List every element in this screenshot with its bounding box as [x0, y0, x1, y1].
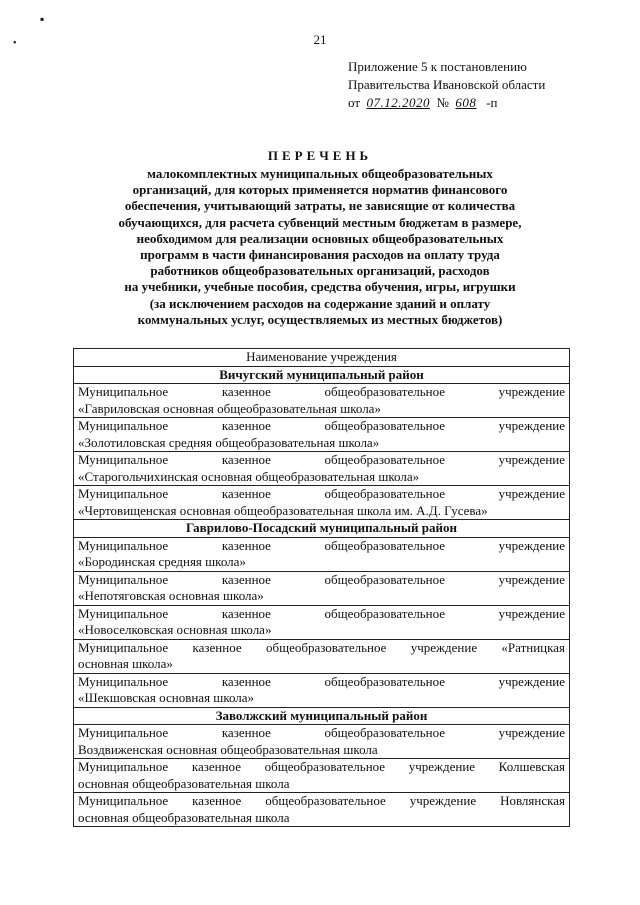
prefix-word: учреждение [498, 418, 565, 433]
institution-cell [74, 793, 570, 827]
institution-cell [74, 486, 570, 520]
institution-cell [74, 537, 570, 571]
margin-mark-1: ▪ [40, 12, 45, 26]
subtitle-line: обеспечения, учитывающий затраты, не зависящие от количества [124, 198, 516, 214]
table-row [74, 605, 570, 639]
handwritten-date: 07.12.2020 [366, 95, 431, 110]
prefix-word: учреждение [498, 384, 565, 399]
subtitle-line: работников общеобразовательных организаций, расходов [150, 263, 490, 279]
prefix-word: учреждение [498, 452, 565, 467]
institution-cell [74, 605, 570, 639]
district-name: Вичугский муниципальный район [74, 366, 570, 384]
document-subtitle [40, 166, 600, 328]
institution-line-1 [78, 452, 565, 469]
table-row [74, 639, 570, 673]
institution-line-1 [78, 418, 565, 435]
institution-cell [74, 452, 570, 486]
prefix-word: Муниципальное [78, 384, 169, 399]
institution-line-1 [78, 486, 565, 503]
prefix-word: учреждение [498, 486, 565, 501]
district-row [74, 366, 570, 384]
institution-line-1 [78, 674, 565, 691]
table-row [74, 571, 570, 605]
number-label: № [436, 95, 449, 110]
table-row [74, 793, 570, 827]
prefix-word: казенное [221, 725, 271, 740]
prefix-word: Муниципальное [78, 571, 169, 587]
subtitle-line: программ в части финансирования расходов на оплату труда [140, 247, 500, 263]
institution-line-1 [78, 572, 565, 589]
page-number: 21 [313, 32, 327, 47]
table-row [74, 452, 570, 486]
appendix-line-2: Правительства Ивановской области [348, 77, 546, 92]
prefix-word: Муниципальное [78, 605, 169, 621]
prefix-word: учреждение [498, 571, 565, 587]
prefix-word: учреждение [498, 673, 565, 689]
prefix-word: Муниципальное [78, 537, 169, 553]
institution-cell [74, 571, 570, 605]
institution-line-1 [78, 538, 565, 555]
institution-line-1: Муниципальное казенное общеобразовательное учреждение Новлянская [78, 793, 565, 808]
prefix-word: общеобразовательное [324, 452, 446, 467]
subtitle-line: необходимом для реализации основных общеобразовательных [136, 230, 504, 246]
prefix-word: общеобразовательное [324, 384, 446, 399]
table-row [74, 384, 570, 418]
prefix-word: общеобразовательное [324, 725, 446, 740]
prefix-word: Муниципальное [78, 486, 169, 501]
subtitle-line: малокомплектных муниципальных общеобразовательных [147, 166, 493, 181]
institution-cell [74, 384, 570, 418]
subtitle-line: обучающихся, для расчета субвенций местным бюджетам в размере, [118, 214, 522, 230]
prefix-word: казенное [221, 605, 271, 621]
institution-line-2: «Золотиловская средняя общеобразовательная школа» [78, 434, 380, 450]
subtitle-line: организаций, для которых применяется норматив финансового [132, 182, 508, 198]
appendix-line-1: Приложение 5 к постановлению [348, 59, 527, 74]
institution-cell [74, 639, 570, 673]
institution-line-1: Муниципальное казенное общеобразовательное учреждение «Ратницкая [78, 639, 565, 655]
prefix-word: Муниципальное [78, 673, 169, 689]
from-label: от [348, 95, 361, 110]
district-row [74, 520, 570, 538]
prefix-word: общеобразовательное [324, 418, 446, 433]
institution-line-2: «Бородинская средняя школа» [78, 554, 246, 569]
institution-line-1 [78, 725, 565, 742]
table-row [74, 673, 570, 707]
prefix-word: Муниципальное [78, 452, 169, 467]
prefix-word: общеобразовательное [324, 486, 446, 501]
handwritten-number: 608 [455, 95, 477, 110]
institution-line-2: «Новоселковская основная школа» [78, 622, 272, 637]
prefix-word: Муниципальное [78, 418, 169, 433]
institution-cell [74, 725, 570, 759]
district-row [74, 707, 570, 725]
prefix-word: казенное [221, 384, 271, 399]
prefix-word: казенное [221, 537, 271, 553]
table-header-cell: Наименование учреждения [74, 349, 570, 367]
institution-line-2: «Старогольчихинская основная общеобразовательная школа» [78, 468, 420, 484]
institution-line-2: основная школа» [78, 656, 173, 671]
document-title: ПЕРЕЧЕНЬ [267, 148, 373, 163]
margin-mark-2: • [13, 38, 17, 49]
institution-cell [74, 418, 570, 452]
institution-cell [74, 673, 570, 707]
institution-line-2: «Чертовищенская основная общеобразовательная школа им. А.Д. Гусева» [78, 502, 488, 518]
institution-line-2: основная общеобразовательная школа [78, 809, 290, 825]
appendix-block [348, 58, 545, 112]
institution-line-1 [78, 384, 565, 401]
prefix-word: казенное [221, 571, 271, 587]
institution-line-2: «Гавриловская основная общеобразовательная школа» [78, 400, 381, 416]
institution-line-2: Воздвиженская основная общеобразовательная школа [78, 741, 378, 757]
prefix-word: общеобразовательное [324, 673, 446, 689]
subtitle-line: на учебники, учебные пособия, средства обучения, игры, игрушки [124, 279, 516, 295]
prefix-word: учреждение [498, 605, 565, 621]
prefix-word: казенное [221, 452, 271, 467]
number-suffix: -п [486, 95, 498, 110]
institution-line-1: Муниципальное казенное общеобразовательное учреждение Колшевская [78, 759, 565, 774]
table-row [74, 418, 570, 452]
district-name: Заволжский муниципальный район [74, 707, 570, 725]
district-name: Гаврилово-Посадский муниципальный район [74, 520, 570, 538]
prefix-word: казенное [221, 673, 271, 689]
institution-line-1 [78, 606, 565, 623]
appendix-line-3 [348, 94, 545, 112]
prefix-word: Муниципальное [78, 725, 169, 740]
prefix-word: общеобразовательное [324, 571, 446, 587]
prefix-word: общеобразовательное [324, 537, 446, 553]
subtitle-line: коммунальных услуг, осуществляемых из местных бюджетов) [137, 311, 503, 327]
prefix-word: казенное [221, 486, 271, 501]
institution-line-2: «Шекшовская основная школа» [78, 690, 255, 705]
table-header-row [74, 349, 570, 367]
prefix-word: общеобразовательное [324, 605, 446, 621]
prefix-word: казенное [221, 418, 271, 433]
institution-line-2: «Непотяговская основная школа» [78, 588, 264, 603]
institution-line-2: основная общеобразовательная школа [78, 775, 290, 791]
subtitle-line: (за исключением расходов на содержание зданий и оплату [149, 295, 491, 311]
table-row [74, 537, 570, 571]
prefix-word: учреждение [498, 725, 565, 740]
table-row [74, 725, 570, 759]
institution-cell [74, 759, 570, 793]
institutions-table [73, 348, 570, 827]
table-row [74, 486, 570, 520]
table-row [74, 759, 570, 793]
prefix-word: учреждение [498, 537, 565, 553]
